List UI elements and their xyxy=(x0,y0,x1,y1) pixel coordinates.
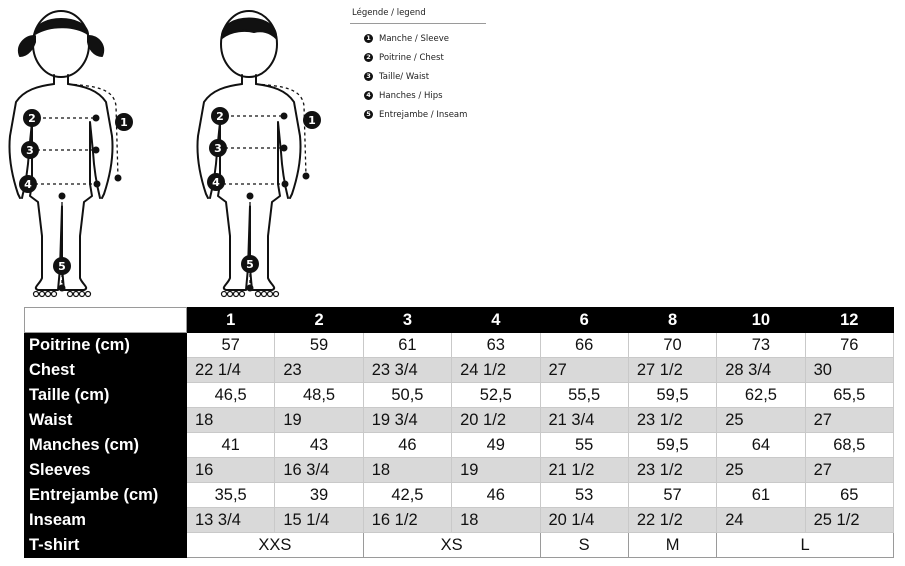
legend-list xyxy=(350,34,486,129)
row-label: Poitrine (cm) xyxy=(25,333,187,358)
legend-item-label: Manche / Sleeve xyxy=(379,34,449,44)
table-cell: 55 xyxy=(540,433,628,458)
size-chart-table xyxy=(24,307,894,558)
legend-title: Légende / legend xyxy=(350,6,486,24)
table-cell: 18 xyxy=(187,408,275,433)
marker-5-label: 5 xyxy=(246,258,254,271)
marker-3-label: 3 xyxy=(214,142,222,155)
table-cell: 70 xyxy=(628,333,716,358)
table-cell: 59,5 xyxy=(628,383,716,408)
table-cell: 68,5 xyxy=(805,433,893,458)
marker-5-label: 5 xyxy=(58,260,66,273)
table-cell: 57 xyxy=(628,483,716,508)
number-5-icon: 5 xyxy=(364,110,373,119)
marker-1-label: 1 xyxy=(308,114,316,127)
legend-item-chest xyxy=(364,53,486,72)
table-cell: 27 xyxy=(805,458,893,483)
table-cell: 66 xyxy=(540,333,628,358)
row-label: Taille (cm) xyxy=(25,383,187,408)
table-cell: 30 xyxy=(805,358,893,383)
table-cell: 25 xyxy=(717,458,805,483)
table-cell: 35,5 xyxy=(187,483,275,508)
table-cell: 53 xyxy=(540,483,628,508)
legend-item-label: Poitrine / Chest xyxy=(379,53,444,63)
size-header: 6 xyxy=(540,308,628,333)
legend-item-label: Hanches / Hips xyxy=(379,91,443,101)
table-row xyxy=(25,483,894,508)
table-cell: 61 xyxy=(363,333,451,358)
size-header-row xyxy=(25,308,894,333)
table-row xyxy=(25,333,894,358)
table-cell: 65,5 xyxy=(805,383,893,408)
table-cell: 63 xyxy=(452,333,540,358)
table-cell: 23 xyxy=(275,358,363,383)
table-cell: 59 xyxy=(275,333,363,358)
size-header: 12 xyxy=(805,308,893,333)
table-cell: 21 1/2 xyxy=(540,458,628,483)
number-1-icon: 1 xyxy=(364,34,373,43)
size-header: 1 xyxy=(187,308,275,333)
girl-figure xyxy=(2,6,152,298)
legend-item-label: Taille/ Waist xyxy=(379,72,430,82)
table-cell: 20 1/4 xyxy=(540,508,628,533)
legend-item-sleeve xyxy=(364,34,486,53)
legend-item-label: Entrejambe / Inseam xyxy=(379,110,468,120)
table-cell: 19 xyxy=(275,408,363,433)
row-label: Chest xyxy=(25,358,187,383)
table-cell: 25 1/2 xyxy=(805,508,893,533)
tshirt-row xyxy=(25,533,894,558)
marker-2-label: 2 xyxy=(28,112,36,125)
table-cell: 46 xyxy=(452,483,540,508)
row-label: Manches (cm) xyxy=(25,433,187,458)
table-cell: 42,5 xyxy=(363,483,451,508)
marker-4-label: 4 xyxy=(212,176,220,189)
size-header: 8 xyxy=(628,308,716,333)
table-cell: 22 1/2 xyxy=(628,508,716,533)
table-cell: 46,5 xyxy=(187,383,275,408)
table-cell: 57 xyxy=(187,333,275,358)
table-cell: 24 xyxy=(717,508,805,533)
marker-1-label: 1 xyxy=(120,116,128,129)
table-cell: 50,5 xyxy=(363,383,451,408)
table-cell: 23 1/2 xyxy=(628,458,716,483)
table-cell: 24 1/2 xyxy=(452,358,540,383)
table-row xyxy=(25,383,894,408)
row-label: Sleeves xyxy=(25,458,187,483)
table-cell: 76 xyxy=(805,333,893,358)
table-cell: 64 xyxy=(717,433,805,458)
table-cell: 23 3/4 xyxy=(363,358,451,383)
table-row xyxy=(25,433,894,458)
table-cell: 41 xyxy=(187,433,275,458)
size-header: 4 xyxy=(452,308,540,333)
marker-2-label: 2 xyxy=(216,110,224,123)
table-cell: 59,5 xyxy=(628,433,716,458)
table-cell: 22 1/4 xyxy=(187,358,275,383)
row-label: Inseam xyxy=(25,508,187,533)
row-label: Waist xyxy=(25,408,187,433)
legend-item-inseam xyxy=(364,110,486,129)
header-corner-cell xyxy=(25,308,187,333)
table-row xyxy=(25,408,894,433)
row-label: Entrejambe (cm) xyxy=(25,483,187,508)
table-cell: 49 xyxy=(452,433,540,458)
table-row xyxy=(25,508,894,533)
table-row xyxy=(25,358,894,383)
size-header: 3 xyxy=(363,308,451,333)
table-cell: 25 xyxy=(717,408,805,433)
table-cell: 39 xyxy=(275,483,363,508)
table-cell: 21 3/4 xyxy=(540,408,628,433)
legend xyxy=(350,6,486,129)
boy-figure xyxy=(190,6,340,298)
row-label: T-shirt xyxy=(25,533,187,558)
number-4-icon: 4 xyxy=(364,91,373,100)
table-cell: 65 xyxy=(805,483,893,508)
table-cell: 23 1/2 xyxy=(628,408,716,433)
table-row xyxy=(25,458,894,483)
table-cell: 46 xyxy=(363,433,451,458)
tshirt-size-cell: S xyxy=(540,533,628,558)
table-cell: 20 1/2 xyxy=(452,408,540,433)
size-header: 2 xyxy=(275,308,363,333)
table-cell: 16 xyxy=(187,458,275,483)
marker-3-label: 3 xyxy=(26,144,34,157)
table-cell: 52,5 xyxy=(452,383,540,408)
tshirt-size-cell: XS xyxy=(363,533,540,558)
tshirt-size-cell: M xyxy=(628,533,716,558)
table-cell: 19 xyxy=(452,458,540,483)
table-cell: 27 xyxy=(805,408,893,433)
size-header: 10 xyxy=(717,308,805,333)
legend-item-waist xyxy=(364,72,486,91)
table-cell: 27 1/2 xyxy=(628,358,716,383)
tshirt-size-cell: XXS xyxy=(187,533,364,558)
table-cell: 61 xyxy=(717,483,805,508)
table-cell: 48,5 xyxy=(275,383,363,408)
tshirt-size-cell: L xyxy=(717,533,894,558)
table-cell: 16 3/4 xyxy=(275,458,363,483)
table-cell: 28 3/4 xyxy=(717,358,805,383)
table-cell: 43 xyxy=(275,433,363,458)
number-2-icon: 2 xyxy=(364,53,373,62)
number-3-icon: 3 xyxy=(364,72,373,81)
marker-4-label: 4 xyxy=(24,178,32,191)
legend-item-hips xyxy=(364,91,486,110)
table-cell: 16 1/2 xyxy=(363,508,451,533)
table-cell: 18 xyxy=(452,508,540,533)
table-cell: 27 xyxy=(540,358,628,383)
table-cell: 15 1/4 xyxy=(275,508,363,533)
table-cell: 13 3/4 xyxy=(187,508,275,533)
table-cell: 55,5 xyxy=(540,383,628,408)
table-cell: 62,5 xyxy=(717,383,805,408)
table-cell: 18 xyxy=(363,458,451,483)
table-cell: 73 xyxy=(717,333,805,358)
table-cell: 19 3/4 xyxy=(363,408,451,433)
